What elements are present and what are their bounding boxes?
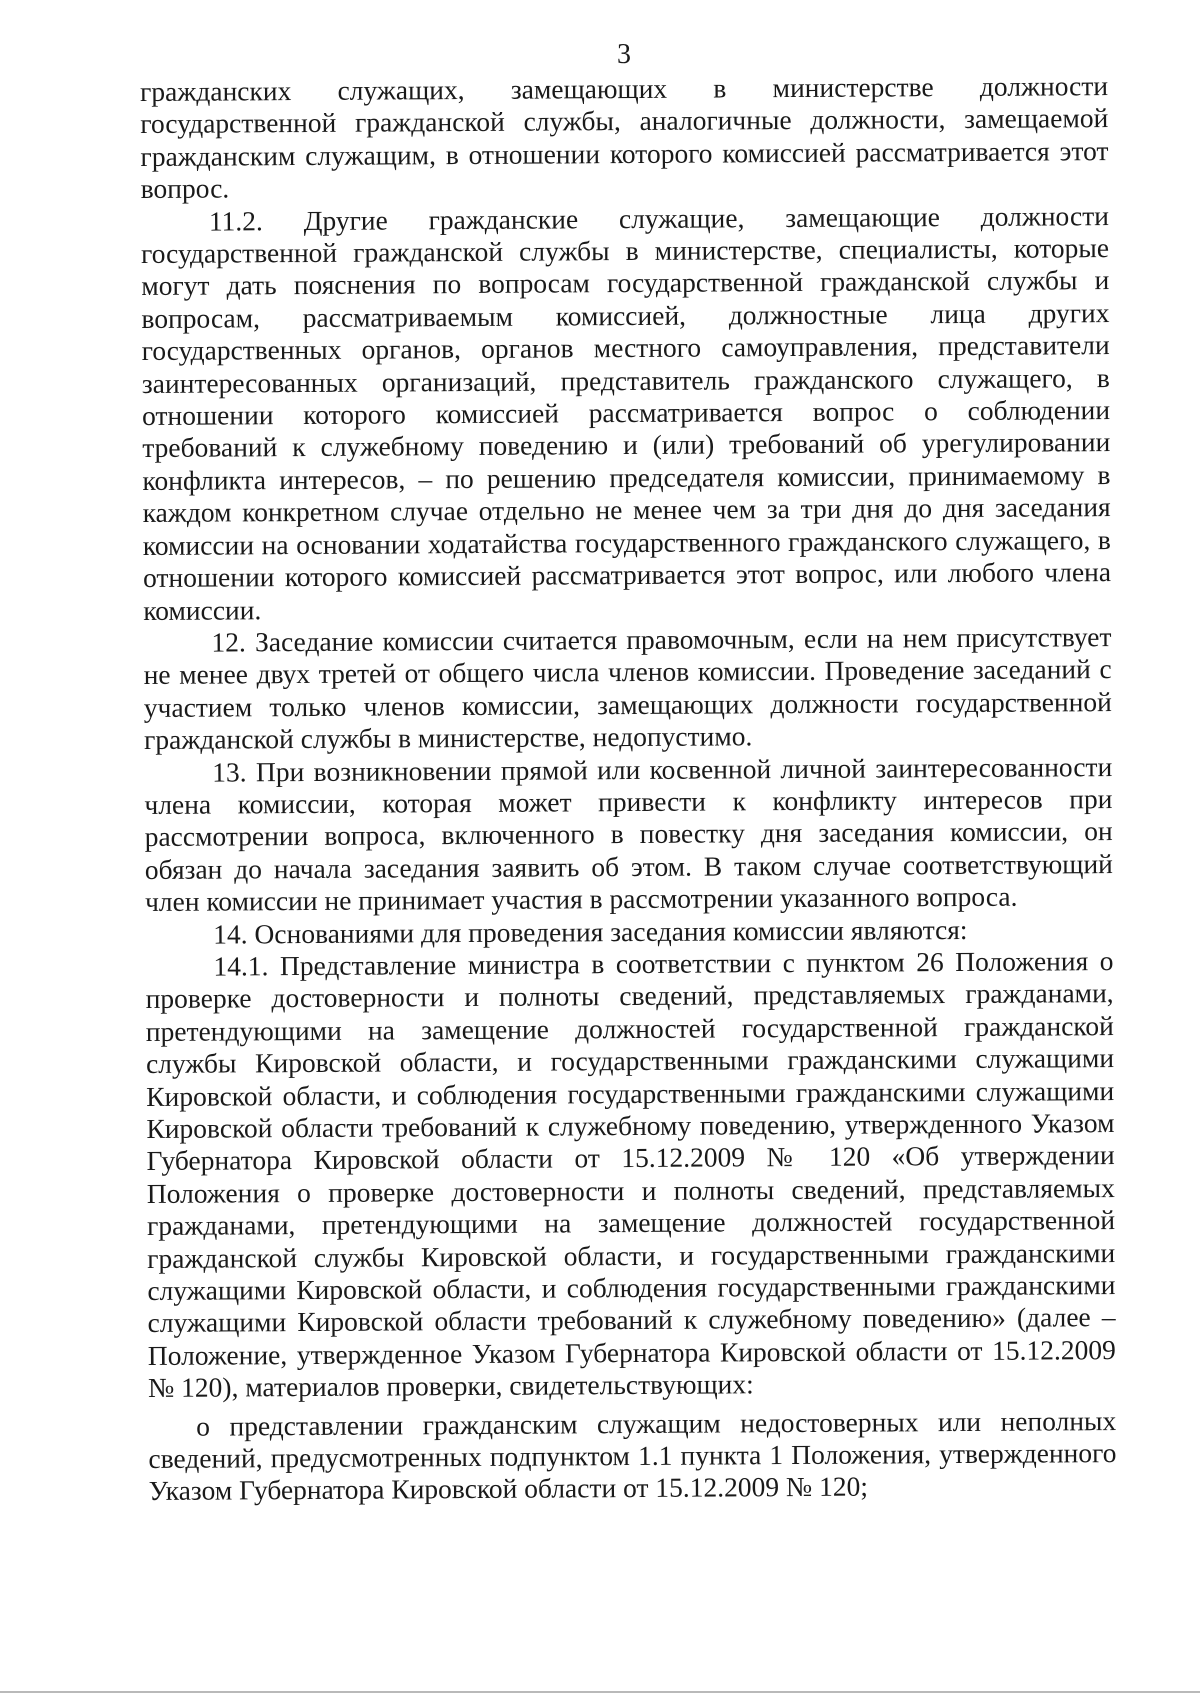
paragraph-14: 14. Основаниями для проведения заседания комиссии являются:: [213, 913, 968, 950]
paragraph-14-1: 14.1. Представление министра в соответствии с пунктом 26 Положения о проверке достоверности и полноты сведений, представляемых гражданами, претендующими на замещение должностей государственной гражданской службы Кировской области, и государственными гражданскими служащими Кировской области, и соблюдения государственными гражданскими служащими Кировской области требований к служебному поведению, утвержденного Указом Губернатора Кировской области от 15.12.2009 № 120 «Об утверждении Положения о проверке достоверности и полноты сведений, представляемых гражданами, претендующими на замещение должностей государственной гражданской службы Кировской области, и государственными гражданскими служащими Кировской области, и соблюдения государственными гражданскими служащими Кировской области требований к служебному поведению» (далее – Положение, утвержденное Указом Губернатора Кировской области от 15.12.2009 № 120), материалов проверки, свидетельствующих:: [145, 945, 1116, 1404]
document-body: [140, 70, 1117, 1508]
paragraph-11-2: 11.2. Другие гражданские служащие, замещающие должности государственной гражданской службы в министерстве, специалисты, которые могут дать пояснения по вопросам государственной гражданской службы и вопросам, рассматриваемым комиссией, должностные лица других государственных органов, органов местного самоуправления, представители заинтересованных организаций, представитель гражданского служащего, в отношении которого комиссией рассматривается вопрос о соблюдении требований к служебному поведению и (или) требований об урегулировании конфликта интересов, – по решению председателя комиссии, принимаемому в каждом конкретном случае отдельно не менее чем за три дня до дня заседания комиссии на основании ходатайства государственного гражданского служащего, в отношении которого комиссией рассматривается этот вопрос, или любого члена комиссии.: [140, 199, 1112, 626]
page-number: 3: [617, 39, 631, 70]
paragraph-13: 13. При возникновении прямой или косвенной личной заинтересованности члена комиссии, которая может привести к конфликту интересов при рассмотрении вопроса, включенного в повестку дня заседания комиссии, он обязан до начала заседания заявить об этом. В таком случае соответствующий член комиссии не принимает участия в рассмотрении указанного вопроса.: [144, 750, 1113, 918]
paragraph-continuation: гражданских служащих, замещающих в министерстве должности государственной гражданской службы, аналогичные должности, замещаемой гражданским служащим, в отношении которого комиссией рассматривается этот вопрос.: [140, 70, 1109, 205]
paragraph-12: 12. Заседание комиссии считается правомочным, если на нем присутствует не менее двух третей от общего числа членов комиссии. Проведение заседаний с участием только членов комиссии, замещающих должности государственной гражданской службы в министерстве, недопустимо.: [143, 620, 1112, 756]
paragraph-14-1-item: о представлении гражданским служащим недостоверных или неполных сведений, предусмотренных подпунктом 1.1 пункта 1 Положения, утвержденного Указом Губернатора Кировской области от 15.12.2009 № 120;: [148, 1404, 1117, 1507]
scan-edge-line: [0, 1691, 1200, 1693]
